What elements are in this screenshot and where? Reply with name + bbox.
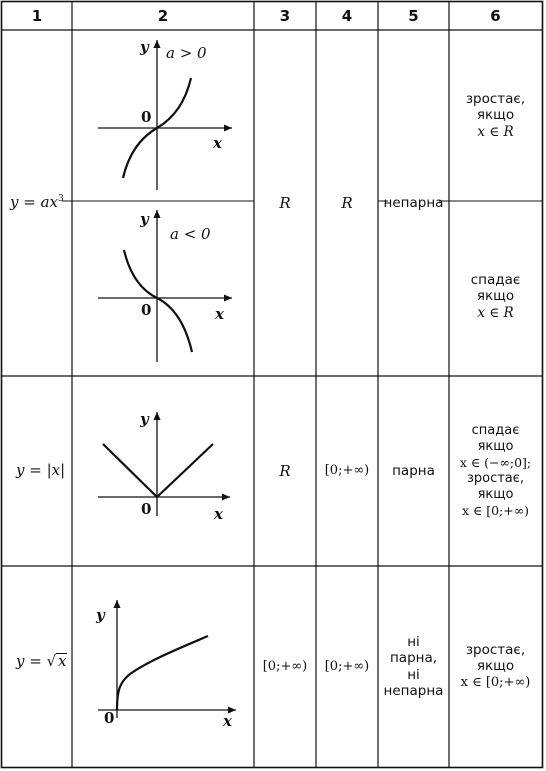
graph-y-label: y: [96, 606, 105, 624]
monotonic-line: x ∈ R: [477, 123, 514, 140]
monotonic-line: зростає,: [465, 641, 526, 658]
graph-condition: a > 0: [166, 44, 207, 62]
graph-y-label: y: [140, 38, 149, 56]
cubic-graph-negative: [98, 210, 232, 362]
range-cell: [0;+∞): [324, 463, 370, 478]
domain-cell: R: [279, 462, 291, 480]
parity-line: непарна: [383, 683, 444, 699]
formula-abs: y = |x|: [16, 461, 66, 479]
parity-cell: непарна: [383, 194, 444, 211]
parity-cell: парна: [392, 462, 435, 479]
header-col-2: 2: [157, 7, 169, 25]
monotonic-line: якщо: [477, 487, 514, 502]
range-cell: [0;+∞): [324, 658, 370, 674]
header-col-3: 3: [279, 7, 291, 25]
graph-origin-label: 0: [104, 709, 115, 727]
header-col-5: 5: [408, 7, 419, 25]
monotonic-line: якщо: [476, 107, 515, 124]
monotonic-line: спадає: [470, 271, 521, 288]
graph-condition: a < 0: [170, 225, 211, 243]
monotonic-line: якщо: [477, 439, 514, 454]
graph-x-label: x: [215, 305, 224, 323]
cubic-curve: [124, 250, 192, 352]
graph-y-label: y: [140, 210, 149, 228]
header-col-1: 1: [31, 7, 43, 25]
parity-line: парна,: [389, 650, 438, 666]
monotonic-cell-top: [449, 30, 542, 201]
abs-graph: [98, 412, 230, 516]
monotonic-line: зростає,: [465, 90, 526, 107]
graph-origin-label: 0: [141, 301, 152, 319]
domain-cell: [0;+∞): [262, 658, 308, 674]
monotonic-line: якщо: [476, 288, 515, 305]
graph-x-label: x: [223, 712, 232, 730]
monotonic-line: якщо: [476, 658, 515, 675]
monotonic-line: спадає: [471, 423, 520, 438]
monotonic-cell-bottom: [449, 201, 542, 376]
parity-line: ні: [407, 666, 420, 683]
domain-cell: R: [279, 194, 291, 212]
parity-cell: [378, 566, 449, 767]
monotonic-line: зростає,: [466, 471, 525, 486]
graph-x-label: x: [214, 505, 223, 523]
abs-curve: [103, 444, 213, 497]
formula-sqrt: y = √ x: [16, 652, 67, 670]
cubic-graph-positive: [98, 40, 232, 190]
graph-y-label: y: [140, 410, 149, 428]
range-cell: R: [341, 194, 353, 212]
monotonic-line: x ∈ [0;+∞): [460, 674, 531, 690]
monotonic-line: x ∈ (−∞;0];: [459, 455, 532, 470]
header-col-6: 6: [490, 7, 501, 25]
sqrt-graph: [98, 600, 236, 718]
monotonic-cell: [449, 566, 542, 767]
header-col-4: 4: [341, 7, 353, 25]
graph-origin-label: 0: [141, 500, 152, 518]
formula-cubic: $y = ax^3$: [10, 193, 64, 211]
monotonic-line: x ∈ [0;+∞): [461, 503, 530, 518]
monotonic-cell: [449, 376, 542, 566]
monotonic-line: x ∈ R: [477, 304, 514, 321]
parity-line: ні: [407, 633, 420, 650]
graph-x-label: x: [213, 134, 222, 152]
sqrt-curve: [117, 636, 208, 710]
graph-origin-label: 0: [141, 108, 152, 126]
